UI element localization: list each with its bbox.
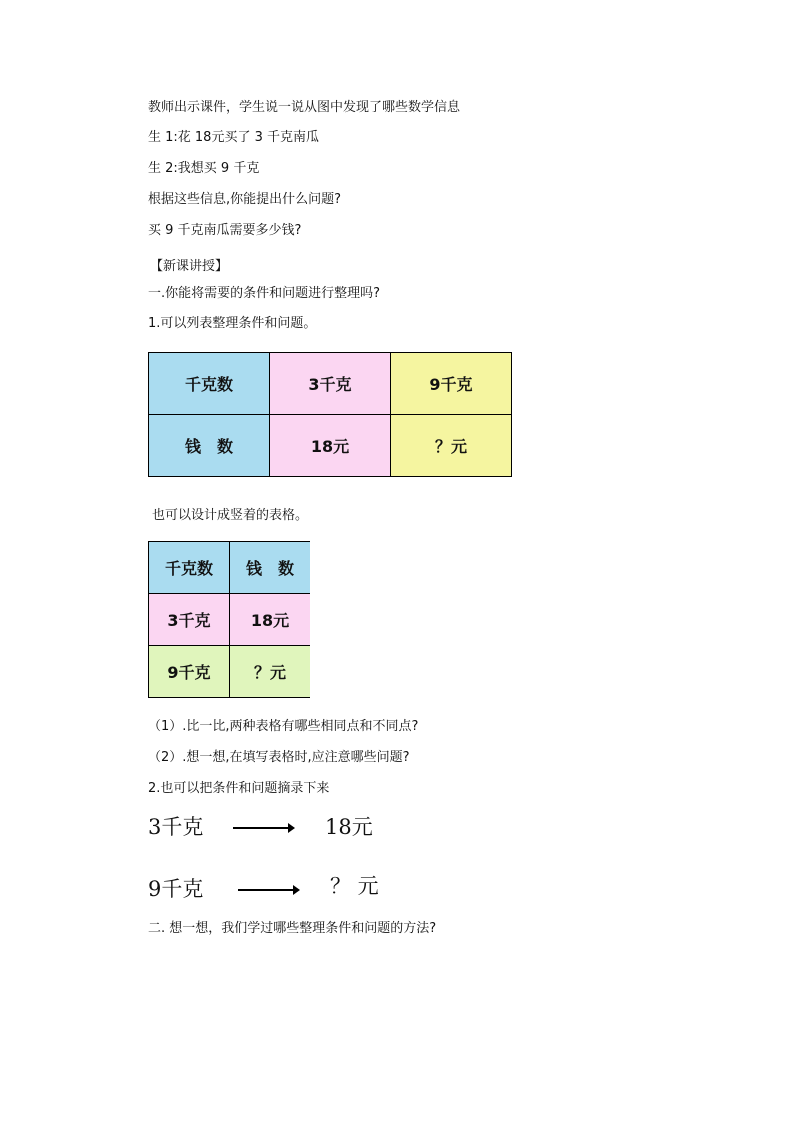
sub-question-2: （2）.想一想,在填写表格时,应注意哪些问题? (148, 750, 410, 765)
table-cell: 3千克 (149, 594, 230, 646)
excerpt-row2-right: ？ 元 (330, 874, 379, 898)
table-row (149, 415, 512, 477)
method-1-text: 1.可以列表整理条件和问题。 (148, 316, 317, 331)
excerpt-row1-right: 18元 (325, 815, 373, 839)
table-cell: 18元 (230, 594, 311, 646)
section-heading: 【新课讲授】 (150, 259, 229, 274)
table-cell: 9千克 (149, 646, 230, 698)
table-cell: 9千克 (391, 353, 512, 415)
table-cell: 千克数 (149, 353, 270, 415)
table-row (149, 594, 311, 646)
table-cell: ？元 (391, 415, 512, 477)
table-cell: 钱 数 (230, 542, 311, 594)
table-cell: 3千克 (270, 353, 391, 415)
table-row (149, 353, 512, 415)
intro-line-1: 教师出示课件，学生说一说从图中发现了哪些数学信息 (148, 100, 461, 115)
method-2-text: 2.也可以把条件和问题摘录下来 (148, 781, 330, 796)
question-2: 二. 想一想，我们学过哪些整理条件和问题的方法? (148, 921, 437, 936)
table-row (149, 646, 311, 698)
intro-line-3: 生 2:我想买 9 千克 (148, 161, 260, 176)
horizontal-table (148, 352, 512, 477)
vertical-table (148, 541, 310, 698)
vertical-table-note: 也可以设计成竖着的表格。 (152, 508, 309, 523)
excerpt-row2-left: 9千克 (148, 877, 204, 901)
table-cell: 18元 (270, 415, 391, 477)
intro-line-2: 生 1:花 18元买了 3 千克南瓜 (148, 130, 319, 145)
table-row (149, 542, 311, 594)
table-cell: ？元 (230, 646, 311, 698)
sub-question-1: （1）.比一比,两种表格有哪些相同点和不同点? (148, 719, 419, 734)
table-cell: 钱 数 (149, 415, 270, 477)
intro-line-4: 根据这些信息,你能提出什么问题? (148, 192, 342, 207)
table-cell: 千克数 (149, 542, 230, 594)
arrow-right-icon (233, 827, 293, 829)
arrow-right-icon (238, 889, 298, 891)
intro-line-5: 买 9 千克南瓜需要多少钱? (148, 223, 302, 238)
excerpt-row1-left: 3千克 (148, 815, 204, 839)
question-1: 一.你能将需要的条件和问题进行整理吗? (148, 286, 381, 301)
